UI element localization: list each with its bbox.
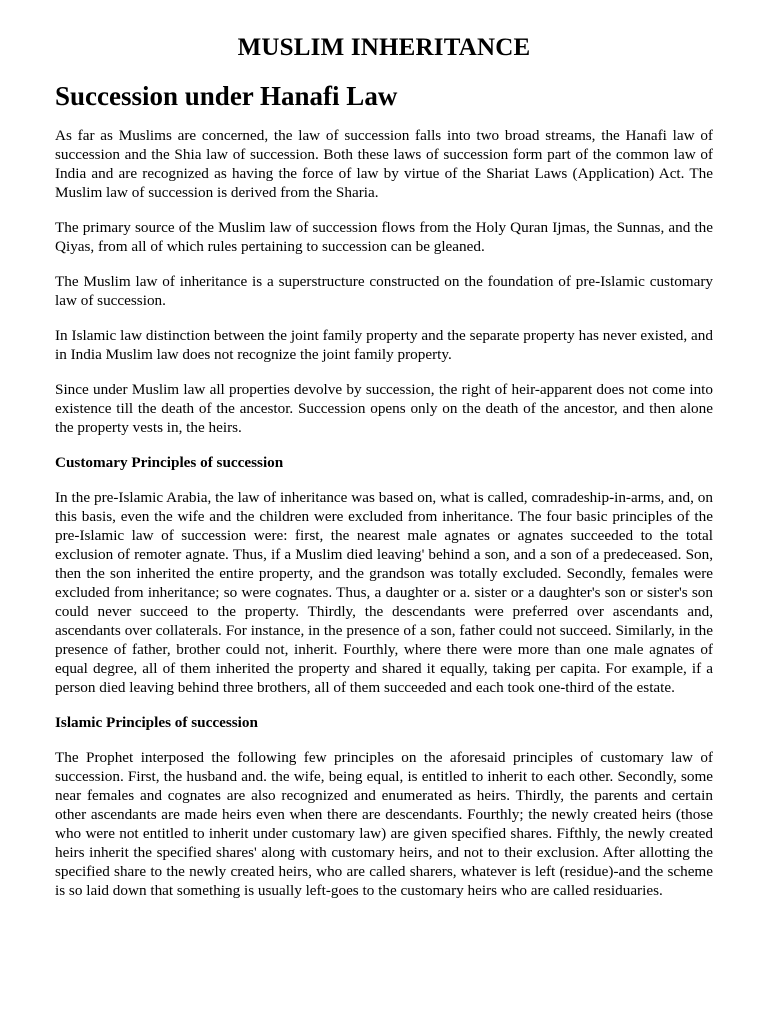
source-paragraph: The primary source of the Muslim law of succession flows from the Holy Quran Ijmas, the Sunnas, and the Qiyas, from all of which rules pertaining to succession can be gleaned.	[55, 219, 713, 255]
customary-principles-heading: Customary Principles of succession	[55, 454, 284, 471]
islamic-principles-heading: Islamic Principles of succession	[55, 714, 258, 731]
customary-principles-paragraph: In the pre-Islamic Arabia, the law of inheritance was based on, what is called, comradeship-in-arms, and, on this basis, even the wife and the children were excluded from inheritance. The four basic principles of the pre-Islamic law of succession were: first, the nearest male agnates or agnates succeeded to the total exclusion of remoter agnate. Thus, if a Muslim died leaving' behind a son, and a son of a predeceased. Son, then the son inherited the entire property, and the grandson was totally excluded. Secondly, females were excluded from inheritance; so were cognates. Thus, a daughter or a. sister or a daughter's son or sister's son could never succeed to the property. Thirdly, the descendants were preferred over ascendants and, ascendants over collaterals. For instance, in the presence of a son, father could not succeed. Similarly, in the presence of father, brother could not, inherit. Fourthly, where there were more than one male agnates of equal degree, all of them inherited the property and shared it equally, taking per capita. For example, if a person died leaving behind three brothers, all of them succeeded and each took one-third of the estate.	[55, 489, 713, 696]
section-heading: Succession under Hanafi Law	[55, 81, 398, 111]
intro-paragraph: As far as Muslims are concerned, the law of succession falls into two broad streams, the Hanafi law of succession and the Shia law of succession. Both these laws of succession form part of the common law of India and are recognized as having the force of law by virtue of the Shariat Laws (Application) Act. The Muslim law of succession is derived from the Sharia.	[55, 127, 713, 201]
heir-apparent-paragraph: Since under Muslim law all properties devolve by succession, the right of heir-apparent does not come into existence till the death of the ancestor. Succession opens only on the death of the ancestor, and then alone the property vests in, the heirs.	[55, 381, 713, 436]
superstructure-paragraph: The Muslim law of inheritance is a superstructure constructed on the foundation of pre-Islamic customary law of succession.	[55, 273, 713, 309]
islamic-principles-paragraph: The Prophet interposed the following few principles on the aforesaid principles of customary law of succession. First, the husband and. the wife, being equal, is entitled to inherit to each other. Secondly, some near females and cognates are also recognized and enumerated as heirs. Thirdly, the parents and certain other ascendants are made heirs even when there are descendants. Fourthly; the newly created heirs (those who were not entitled to inherit under customary law) are given specified shares. Fifthly, the newly created heirs inherit the specified shares' along with customary heirs, and not to their exclusion. After allotting the specified share to the newly created heirs, who are called sharers, whatever is left (residue)-and the scheme is so laid down that something is usually left-goes to the customary heirs who are called residuaries.	[55, 749, 713, 899]
joint-family-paragraph: In Islamic law distinction between the joint family property and the separate property has never existed, and in India Muslim law does not recognize the joint family property.	[55, 327, 713, 363]
document-title: MUSLIM INHERITANCE	[237, 34, 531, 61]
